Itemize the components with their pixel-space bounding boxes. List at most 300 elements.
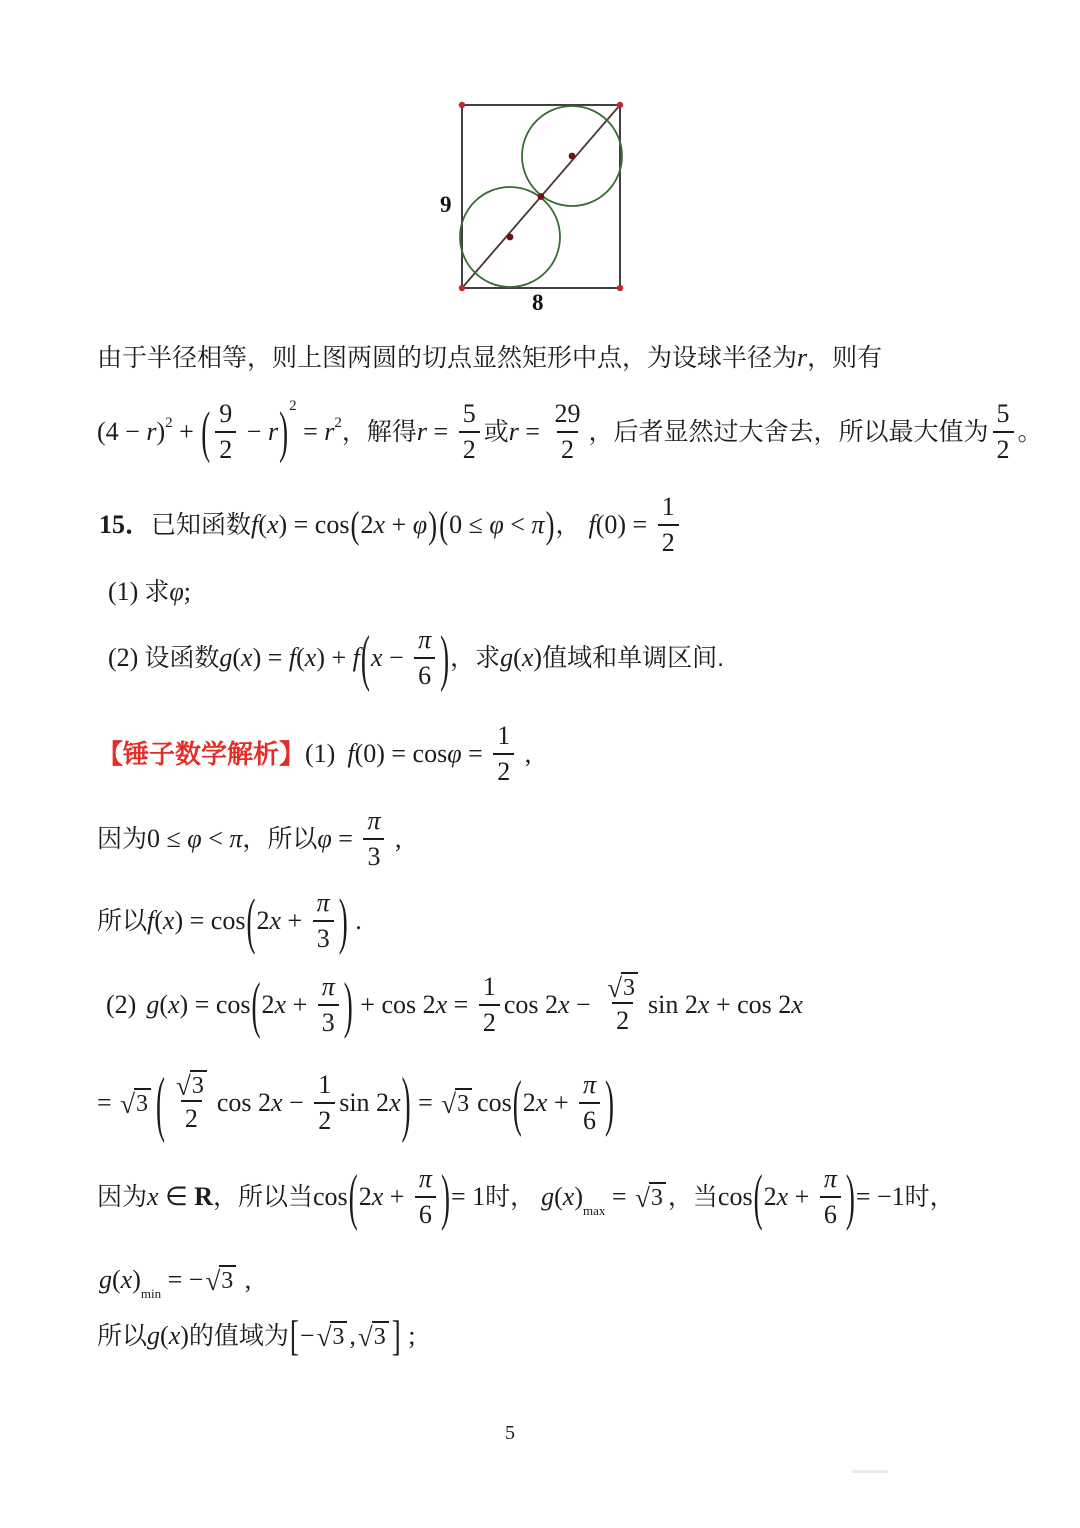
math-roman: (2) xyxy=(106,990,137,1019)
fraction-denominator xyxy=(612,1002,633,1038)
math-roman: ( xyxy=(296,643,305,672)
math-var: r xyxy=(146,417,157,446)
math-var: x xyxy=(697,990,710,1019)
math-roman: 1 xyxy=(661,492,675,521)
math-roman: 3 xyxy=(367,842,381,871)
math-roman: (1) xyxy=(108,577,139,606)
fraction-denominator xyxy=(314,1102,335,1138)
math-var: π xyxy=(583,1070,597,1099)
math-var: x xyxy=(373,510,386,539)
math-var: r xyxy=(797,343,808,372)
math-var: x xyxy=(776,1182,789,1211)
radicand xyxy=(330,1321,347,1351)
math-var: x xyxy=(241,643,253,672)
radical-sign-icon: √ xyxy=(607,973,623,1003)
fraction xyxy=(313,886,334,956)
radicand xyxy=(649,1182,666,1212)
fraction-numerator xyxy=(415,1162,436,1196)
text-run: 设函数 xyxy=(144,644,220,672)
problem-15-part1-question xyxy=(108,574,191,610)
solution-header-line xyxy=(97,716,531,792)
math-roman: + cos 2 xyxy=(709,990,792,1019)
math-roman: = − xyxy=(161,1265,204,1294)
math-roman: < xyxy=(503,510,532,539)
paren: ( xyxy=(201,400,211,464)
fraction xyxy=(318,970,339,1040)
subscript: max xyxy=(583,1202,606,1218)
solution-fx-line xyxy=(97,884,362,958)
math-roman: 2 xyxy=(522,1088,536,1117)
math-roman: 3 xyxy=(457,1091,470,1117)
math-roman: − xyxy=(382,643,411,672)
fraction xyxy=(579,1068,600,1138)
math-roman: ) = cos xyxy=(174,906,246,935)
math-roman: = −1 xyxy=(855,1182,905,1211)
solution-range-line xyxy=(97,1308,415,1364)
paren: ) xyxy=(338,886,348,956)
math-roman: ) = xyxy=(252,643,289,672)
math-var: x xyxy=(558,990,570,1019)
math-roman: + xyxy=(547,1088,575,1117)
math-roman: 3 xyxy=(221,1268,234,1294)
fraction xyxy=(601,972,644,1038)
subscript: min xyxy=(140,1285,162,1301)
math-var: x xyxy=(562,1182,575,1211)
fraction-numerator xyxy=(820,1162,841,1196)
fraction-numerator xyxy=(551,397,585,431)
fraction-numerator xyxy=(493,719,514,753)
math-var: φ xyxy=(412,510,428,539)
text-run: 求 xyxy=(144,578,170,606)
fraction-numerator xyxy=(459,397,480,431)
center-dot-upper-circle xyxy=(569,153,576,160)
math-var: r xyxy=(416,417,428,446)
math-var: x xyxy=(269,906,281,935)
math-roman: 3 xyxy=(650,1185,663,1211)
math-var: x xyxy=(120,1265,133,1294)
math-roman: 3 xyxy=(136,1091,148,1117)
math-var: π xyxy=(823,1164,837,1193)
paragraph-radius-intro xyxy=(97,340,882,376)
fraction xyxy=(459,397,480,467)
radical-sign-icon: √ xyxy=(120,1089,135,1119)
math-roman: + xyxy=(286,990,314,1019)
solution-min-value-line xyxy=(99,1252,251,1308)
math-roman: ( xyxy=(554,1182,563,1211)
corner-dot-bottom-left xyxy=(459,285,465,291)
corner-dot-bottom-right xyxy=(617,285,623,291)
math-var: f xyxy=(147,906,155,935)
math-roman: 29 xyxy=(554,399,581,428)
paren: ) xyxy=(428,504,438,546)
math-roman: < xyxy=(201,824,230,853)
fraction xyxy=(479,970,500,1040)
fraction xyxy=(170,1070,213,1136)
math-roman: cos xyxy=(717,1182,753,1211)
math-var: x xyxy=(168,990,180,1019)
paren: ) xyxy=(605,1068,615,1138)
math-roman: 6 xyxy=(583,1106,597,1135)
sqrt-radical xyxy=(317,1321,348,1351)
math-roman: = xyxy=(605,1182,634,1211)
fraction-numerator xyxy=(215,397,236,431)
math-roman: 2 xyxy=(561,435,575,464)
math-roman: ( xyxy=(112,1265,121,1294)
analysis-label: 【锤子数学解析】 xyxy=(97,739,306,769)
text-run: 或 xyxy=(483,418,509,446)
fraction-denominator xyxy=(479,1004,500,1040)
math-roman: 2 xyxy=(482,1008,496,1037)
paren: ( xyxy=(246,886,256,956)
math-roman: 0 ≤ xyxy=(449,510,490,539)
text-run: ，求 xyxy=(450,644,501,672)
text-run: 已知函数 xyxy=(151,511,252,539)
paren: ) xyxy=(845,1162,855,1232)
solution-g-expand-line xyxy=(106,964,803,1046)
math-var: f xyxy=(288,643,297,672)
math-var: f xyxy=(588,510,596,539)
sqrt-radical xyxy=(607,972,638,1002)
math-roman: ) xyxy=(132,1265,141,1294)
math-var: x xyxy=(168,1321,181,1350)
problem-15-statement xyxy=(99,492,683,558)
fraction-denominator xyxy=(820,1196,841,1232)
fraction-denominator xyxy=(181,1100,202,1136)
fraction-numerator xyxy=(414,623,435,657)
text-run: ，所以当 xyxy=(213,1183,314,1211)
text-run: ，后者显然过大舍去，所以最大值为 xyxy=(588,418,989,446)
fraction-denominator xyxy=(313,920,334,956)
text-run: 时， xyxy=(485,1183,536,1211)
math-roman: 2 xyxy=(462,435,476,464)
problem-15-part2-question xyxy=(108,618,724,698)
math-roman: 3 xyxy=(332,1324,345,1350)
fraction-numerator xyxy=(314,1068,335,1102)
text-run: 。 xyxy=(1017,418,1043,446)
math-roman: , xyxy=(388,824,402,853)
math-var: x xyxy=(435,990,448,1019)
math-var: g xyxy=(146,990,160,1019)
fraction xyxy=(658,490,679,560)
math-roman: 3 xyxy=(321,1008,335,1037)
fraction xyxy=(415,1162,436,1232)
math-var: φ xyxy=(317,824,332,853)
math-roman: ( xyxy=(159,990,168,1019)
fraction-numerator xyxy=(658,490,679,524)
math-var: π xyxy=(321,972,335,1001)
math-var: x xyxy=(535,1088,548,1117)
math-roman: ) xyxy=(180,1321,189,1350)
fraction xyxy=(551,397,585,467)
solution-max-min-line xyxy=(97,1152,955,1242)
math-roman: = xyxy=(331,824,360,853)
figure-label-bottom: 8 xyxy=(532,290,544,315)
fraction-denominator xyxy=(215,431,236,467)
math-roman: cos xyxy=(477,1088,512,1117)
text-run: 由于半径相等，则上图两圆的切点显然矩形中点，为设球半径为 xyxy=(97,344,798,372)
math-var: φ xyxy=(447,739,462,768)
math-roman: − xyxy=(569,990,598,1019)
math-var: x xyxy=(389,1088,401,1117)
fraction-numerator xyxy=(993,397,1014,431)
math-roman: 1 xyxy=(482,972,496,1001)
footer-dash xyxy=(852,1470,888,1473)
fraction-denominator xyxy=(493,753,514,789)
figure-canvas xyxy=(420,86,680,326)
radical-sign-icon: √ xyxy=(635,1183,650,1213)
math-roman: 2 xyxy=(360,510,374,539)
math-roman: , xyxy=(518,739,532,768)
math-roman: ( xyxy=(232,643,242,672)
math-var: x xyxy=(370,643,383,672)
math-var: π xyxy=(316,888,330,917)
fraction-denominator xyxy=(363,838,384,874)
math-var: x xyxy=(274,990,287,1019)
fraction xyxy=(363,804,384,874)
fraction-denominator xyxy=(318,1004,339,1040)
math-roman: cos 2 xyxy=(503,990,558,1019)
tangent-point-dot xyxy=(538,193,545,200)
math-roman: ( xyxy=(258,510,267,539)
math-roman: 2 xyxy=(318,1106,332,1135)
fraction-numerator xyxy=(363,804,384,838)
sqrt-radical xyxy=(205,1265,236,1295)
math-roman: . xyxy=(348,906,362,935)
fraction-denominator xyxy=(658,524,679,560)
radicand xyxy=(621,972,638,1002)
corner-dot-top-right xyxy=(617,102,623,108)
radical-sign-icon: √ xyxy=(176,1071,191,1101)
math-roman: 5 xyxy=(996,399,1010,428)
math-var: f xyxy=(352,643,360,672)
math-roman: 1 xyxy=(318,1070,332,1099)
sqrt-radical xyxy=(441,1088,472,1118)
math-var: φ xyxy=(489,510,504,539)
math-var: g xyxy=(541,1182,555,1211)
text-run: 时， xyxy=(904,1183,955,1211)
math-var: r xyxy=(508,417,519,446)
fraction xyxy=(820,1162,841,1232)
fraction xyxy=(414,623,435,693)
math-roman: 1 xyxy=(497,721,511,750)
corner-dot-top-left xyxy=(459,102,465,108)
paren: ) xyxy=(440,1162,450,1232)
math-roman: − xyxy=(282,1088,311,1117)
radical-sign-icon: √ xyxy=(205,1266,221,1296)
math-roman: ) = cos xyxy=(179,990,251,1019)
sqrt-radical xyxy=(176,1070,207,1100)
radicand xyxy=(134,1088,151,1118)
math-var: x xyxy=(271,1088,283,1117)
paren: ) xyxy=(343,970,353,1040)
math-roman: 2 xyxy=(661,528,675,557)
math-var: x xyxy=(304,643,317,672)
math-var: g xyxy=(147,1321,161,1350)
paren: ( xyxy=(348,1162,358,1232)
paren: [ xyxy=(289,1312,299,1360)
math-roman: (2) xyxy=(108,643,139,672)
radicand xyxy=(455,1088,472,1118)
fraction-numerator xyxy=(313,886,334,920)
page-number: 5 xyxy=(505,1422,515,1444)
math-roman: = 1 xyxy=(450,1182,486,1211)
math-roman: − xyxy=(240,417,268,446)
math-var: φ xyxy=(187,824,202,853)
paren: ( xyxy=(753,1162,763,1232)
math-roman: cos 2 xyxy=(216,1088,271,1117)
math-roman: ; xyxy=(183,577,191,606)
math-roman: 6 xyxy=(823,1200,837,1229)
math-roman: 2 xyxy=(261,990,275,1019)
math-roman: , xyxy=(349,1321,356,1350)
math-roman: ) xyxy=(533,643,543,672)
math-var: π xyxy=(531,510,545,539)
sqrt-radical xyxy=(635,1182,666,1212)
math-var: g xyxy=(500,643,514,672)
superscript: 2 xyxy=(165,414,173,431)
geometry-figure xyxy=(420,86,680,331)
math-bold: 15． xyxy=(99,510,152,539)
math-roman: 0 ≤ xyxy=(147,824,188,853)
math-roman: cos xyxy=(313,1182,348,1211)
text-run: 因为 xyxy=(97,825,148,853)
math-roman: 2 xyxy=(184,1104,198,1133)
math-var: g xyxy=(99,1265,112,1294)
paren: ( xyxy=(512,1068,522,1138)
fraction-denominator xyxy=(557,431,578,467)
math-var: x xyxy=(162,906,175,935)
math-roman: 2 xyxy=(616,1006,630,1035)
math-roman: = xyxy=(296,417,325,446)
paren: ( xyxy=(156,1062,165,1144)
math-roman: 5 xyxy=(462,399,476,428)
math-var: f xyxy=(347,739,355,768)
math-var: x xyxy=(147,1182,159,1211)
fraction-numerator xyxy=(579,1068,600,1102)
math-roman: (4 − xyxy=(97,417,147,446)
paren: ) xyxy=(279,400,289,464)
math-var: π xyxy=(229,824,243,853)
math-roman: , xyxy=(238,1265,252,1294)
fraction-numerator xyxy=(170,1070,213,1100)
math-roman: ) = cos xyxy=(278,510,350,539)
math-roman: ) xyxy=(156,417,166,446)
math-roman: 2 xyxy=(763,1182,777,1211)
math-roman: = xyxy=(461,739,490,768)
paren: ( xyxy=(251,970,261,1040)
math-roman: = xyxy=(518,417,547,446)
math-roman: 3 xyxy=(316,924,330,953)
text-run: 值域和单调区间. xyxy=(542,644,725,672)
fraction-denominator xyxy=(415,1196,436,1232)
math-roman: + xyxy=(788,1182,816,1211)
text-run: ，所以 xyxy=(242,825,318,853)
superscript: 2 xyxy=(334,414,342,431)
radicand xyxy=(372,1321,389,1351)
fraction-denominator xyxy=(459,431,480,467)
figure-label-left: 9 xyxy=(440,192,452,217)
math-roman: − xyxy=(299,1321,315,1350)
fraction xyxy=(493,719,514,789)
math-roman: 2 xyxy=(256,906,270,935)
math-roman: = xyxy=(447,990,475,1019)
radical-sign-icon: √ xyxy=(441,1089,457,1119)
solution-phi-line xyxy=(97,802,402,876)
math-bold: R xyxy=(194,1182,213,1211)
text-run: 因为 xyxy=(97,1183,148,1211)
paren: ( xyxy=(360,623,370,693)
sqrt-radical xyxy=(120,1088,151,1118)
math-roman: (0) = cos xyxy=(354,739,448,768)
radical-sign-icon: √ xyxy=(357,1322,373,1352)
paren: ) xyxy=(401,1062,411,1144)
text-run: ，当 xyxy=(667,1183,718,1211)
math-roman: 3 xyxy=(191,1073,204,1099)
math-roman: 2 xyxy=(219,435,233,464)
math-roman: ∈ xyxy=(158,1182,195,1211)
fraction-denominator xyxy=(993,431,1014,467)
math-var: f xyxy=(251,510,259,539)
math-roman: = xyxy=(97,1088,119,1117)
superscript: 2 xyxy=(289,397,297,414)
math-roman: + xyxy=(385,510,413,539)
math-roman: ; xyxy=(401,1321,416,1350)
math-var: g xyxy=(219,643,233,672)
paren: ( xyxy=(350,504,360,546)
math-roman: 6 xyxy=(418,1200,432,1229)
math-roman: (0) = xyxy=(595,510,654,539)
math-roman: = xyxy=(427,417,455,446)
math-var: φ xyxy=(169,577,184,606)
radicand xyxy=(219,1265,236,1295)
solution-g-simplify-line xyxy=(97,1060,615,1146)
math-roman: ( xyxy=(154,906,163,935)
math-var: x xyxy=(521,643,534,672)
math-roman: + xyxy=(281,906,309,935)
math-roman: + xyxy=(172,417,201,446)
radical-sign-icon: √ xyxy=(316,1322,332,1352)
math-roman: 9 xyxy=(219,399,233,428)
paren: ] xyxy=(391,1312,401,1360)
math-roman: 6 xyxy=(418,661,432,690)
fraction-denominator xyxy=(414,657,435,693)
math-var: r xyxy=(267,417,279,446)
math-var: r xyxy=(324,417,335,446)
math-roman: 3 xyxy=(623,975,636,1001)
math-var: π xyxy=(418,1164,432,1193)
math-roman: (1) xyxy=(305,739,336,768)
radicand xyxy=(190,1070,207,1100)
math-roman: + cos 2 xyxy=(353,990,436,1019)
math-roman: ( xyxy=(513,643,522,672)
fraction xyxy=(993,397,1014,467)
sqrt-radical xyxy=(358,1321,389,1351)
math-roman: 2 xyxy=(497,757,511,786)
equation-sphere-radius xyxy=(97,398,1043,466)
text-run: ， xyxy=(555,511,581,539)
paren: ) xyxy=(440,623,450,693)
math-roman: = xyxy=(411,1088,440,1117)
fraction-numerator xyxy=(479,970,500,1004)
math-var: x xyxy=(266,510,279,539)
math-var: x xyxy=(791,990,803,1019)
fraction-denominator xyxy=(579,1102,600,1138)
text-run: 所以 xyxy=(97,907,148,935)
math-roman: 3 xyxy=(373,1324,386,1350)
fraction xyxy=(314,1068,335,1138)
text-run: ，则有 xyxy=(807,344,883,372)
center-dot-lower-circle xyxy=(507,234,514,241)
